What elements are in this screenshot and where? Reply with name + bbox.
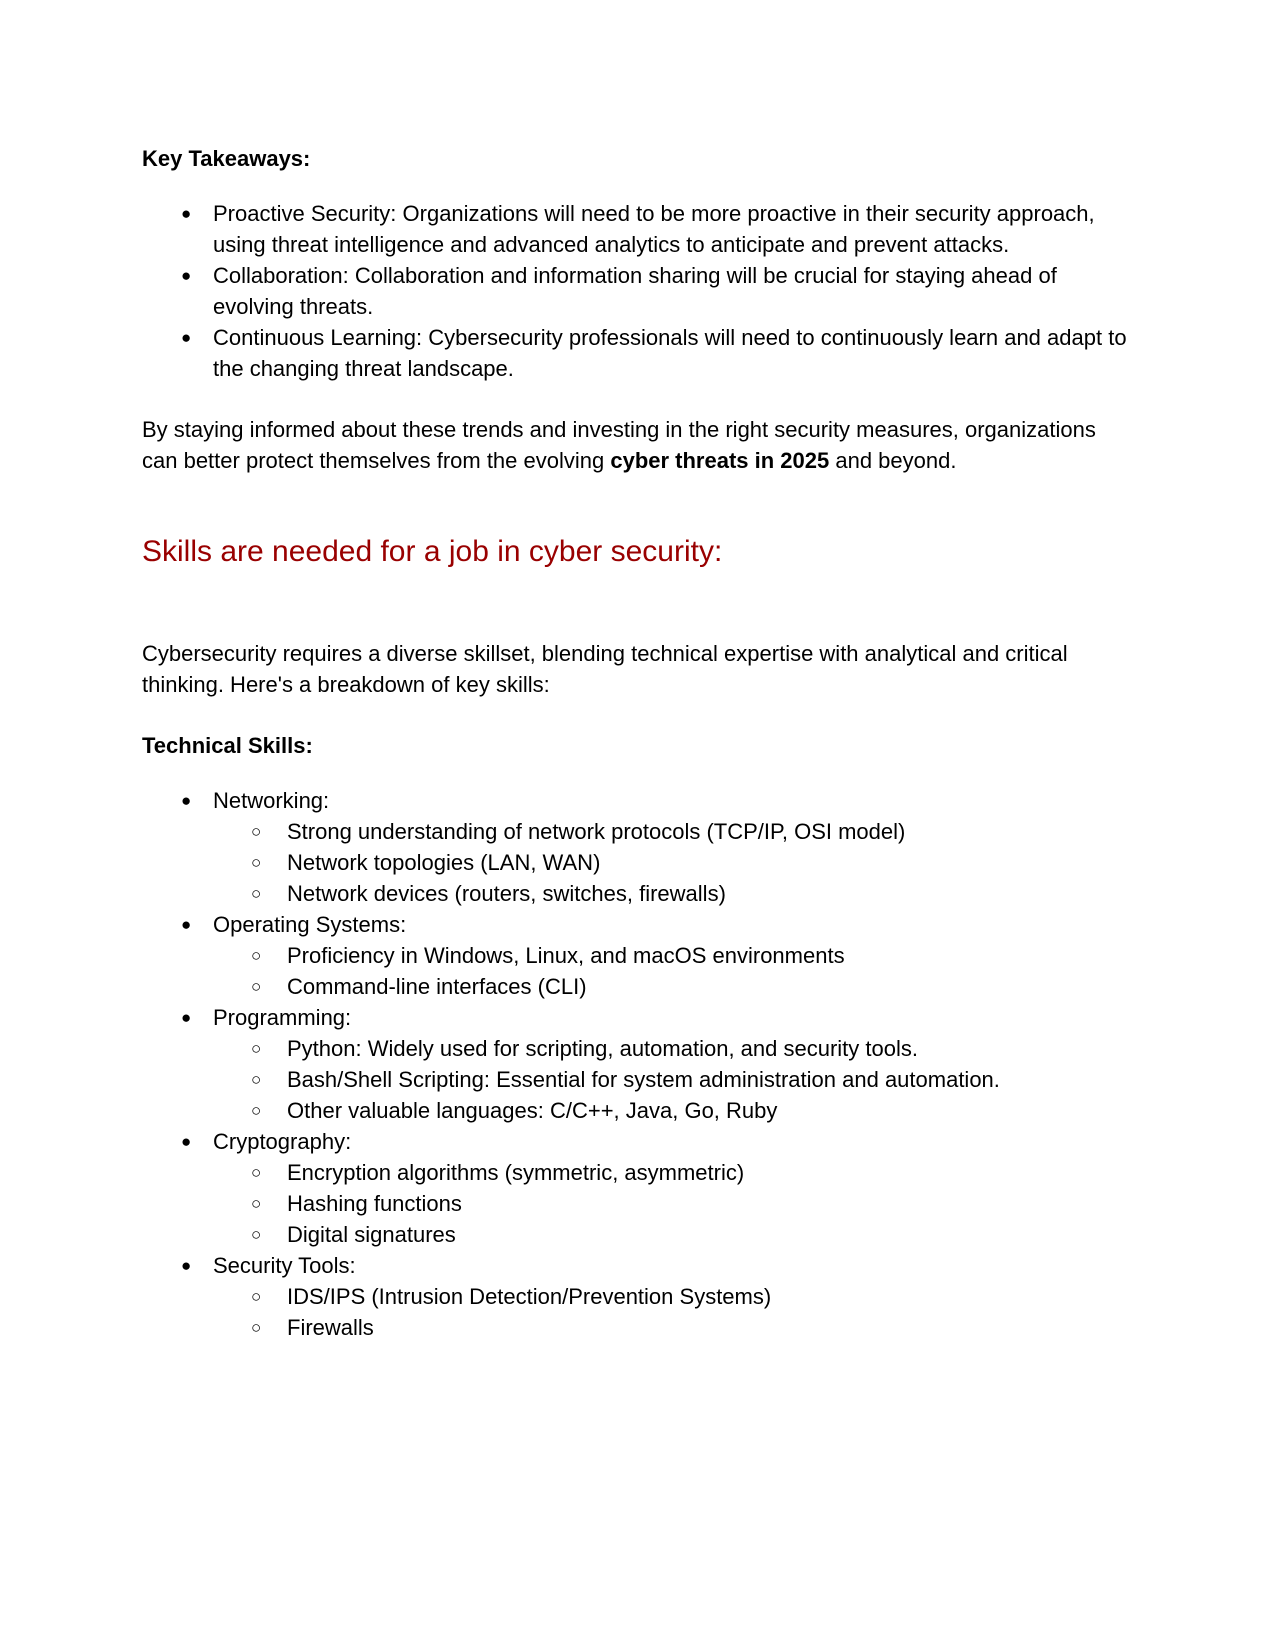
circle-bullet-icon: ○: [251, 853, 262, 872]
skill-group-label: Operating Systems:: [213, 912, 407, 937]
skill-group-security-tools: [142, 1250, 1133, 1343]
bullet-icon: ●: [181, 328, 192, 347]
list-item: [213, 1188, 1133, 1219]
key-takeaways-heading: Key Takeaways:: [142, 146, 311, 171]
list-item-text: Other valuable languages: C/C++, Java, Go, Ruby: [287, 1098, 778, 1123]
skills-section-heading: Skills are needed for a job in cyber security:: [142, 535, 723, 568]
circle-bullet-icon: ○: [251, 1070, 262, 1089]
paragraph-text: By staying informed about these trends and investing in the right security measures, organizations can better protect themselves from the evolving: [142, 417, 1096, 473]
list-item-text: Encryption algorithms (symmetric, asymmetric): [287, 1160, 745, 1185]
list-item: [142, 260, 1133, 322]
list-item-text: Network devices (routers, switches, firewalls): [287, 881, 726, 906]
circle-bullet-icon: ○: [251, 1163, 262, 1182]
circle-bullet-icon: ○: [251, 977, 262, 996]
list-item-text: IDS/IPS (Intrusion Detection/Prevention Systems): [287, 1284, 772, 1309]
list-item: [213, 847, 1133, 878]
bullet-icon: ●: [181, 791, 192, 810]
list-item-text: Proficiency in Windows, Linux, and macOS environments: [287, 943, 845, 968]
paragraph-text: and beyond.: [829, 448, 957, 473]
bold-text: cyber threats in 2025: [610, 448, 830, 473]
list-item: [142, 198, 1133, 260]
list-item-text: Continuous Learning: Cybersecurity professionals will need to continuously learn and adapt to the changing threat landscape.: [213, 325, 1127, 381]
skill-group-label: Networking:: [213, 788, 330, 813]
list-item-text: Firewalls: [287, 1315, 374, 1340]
circle-bullet-icon: ○: [251, 1039, 262, 1058]
circle-bullet-icon: ○: [251, 1287, 262, 1306]
bullet-icon: ●: [181, 915, 192, 934]
circle-bullet-icon: ○: [251, 884, 262, 903]
skill-group-programming: [142, 1002, 1133, 1126]
technical-skills-heading: Technical Skills:: [142, 733, 313, 758]
circle-bullet-icon: ○: [251, 822, 262, 841]
bullet-icon: ●: [181, 1008, 192, 1027]
list-item: [213, 816, 1133, 847]
closing-paragraph: [142, 414, 1133, 476]
skills-intro-paragraph: Cybersecurity requires a diverse skillset, blending technical expertise with analytical and critical thinking. Here's a breakdown of key skills:: [142, 641, 1068, 697]
skill-group-label: Cryptography:: [213, 1129, 352, 1154]
technical-skills-list: [142, 785, 1133, 1343]
list-item: [213, 1157, 1133, 1188]
skill-sublist: [213, 1033, 1133, 1126]
bullet-icon: ●: [181, 204, 192, 223]
key-takeaways-list: [142, 198, 1133, 384]
list-item: [213, 1064, 1133, 1095]
circle-bullet-icon: ○: [251, 1225, 262, 1244]
skill-group-label: Programming:: [213, 1005, 352, 1030]
list-item: [142, 322, 1133, 384]
bullet-icon: ●: [181, 1256, 192, 1275]
list-item: [213, 1281, 1133, 1312]
list-item: [213, 1219, 1133, 1250]
list-item-text: Digital signatures: [287, 1222, 456, 1247]
bullet-icon: ●: [181, 266, 192, 285]
list-item: [213, 1312, 1133, 1343]
skill-group-networking: [142, 785, 1133, 909]
skill-group-cryptography: [142, 1126, 1133, 1250]
circle-bullet-icon: ○: [251, 1194, 262, 1213]
skill-sublist: [213, 816, 1133, 909]
list-item: [213, 971, 1133, 1002]
list-item-text: Command-line interfaces (CLI): [287, 974, 587, 999]
skill-group-label: Security Tools:: [213, 1253, 356, 1278]
list-item: [213, 1095, 1133, 1126]
skill-sublist: [213, 1281, 1133, 1343]
list-item-text: Bash/Shell Scripting: Essential for system administration and automation.: [287, 1067, 1000, 1092]
list-item-text: Hashing functions: [287, 1191, 462, 1216]
circle-bullet-icon: ○: [251, 946, 262, 965]
list-item-text: Proactive Security: Organizations will need to be more proactive in their security approach, using threat intelligence and advanced analytics to anticipate and prevent attacks.: [213, 201, 1095, 257]
list-item-text: Python: Widely used for scripting, automation, and security tools.: [287, 1036, 918, 1061]
list-item-text: Strong understanding of network protocols (TCP/IP, OSI model): [287, 819, 906, 844]
skill-group-operating-systems: [142, 909, 1133, 1002]
circle-bullet-icon: ○: [251, 1318, 262, 1337]
circle-bullet-icon: ○: [251, 1101, 262, 1120]
skill-sublist: [213, 940, 1133, 1002]
bullet-icon: ●: [181, 1132, 192, 1151]
list-item-text: Network topologies (LAN, WAN): [287, 850, 601, 875]
list-item: [213, 940, 1133, 971]
list-item: [213, 878, 1133, 909]
list-item-text: Collaboration: Collaboration and information sharing will be crucial for staying ahead of evolving threats.: [213, 263, 1057, 319]
skill-sublist: [213, 1157, 1133, 1250]
list-item: [213, 1033, 1133, 1064]
